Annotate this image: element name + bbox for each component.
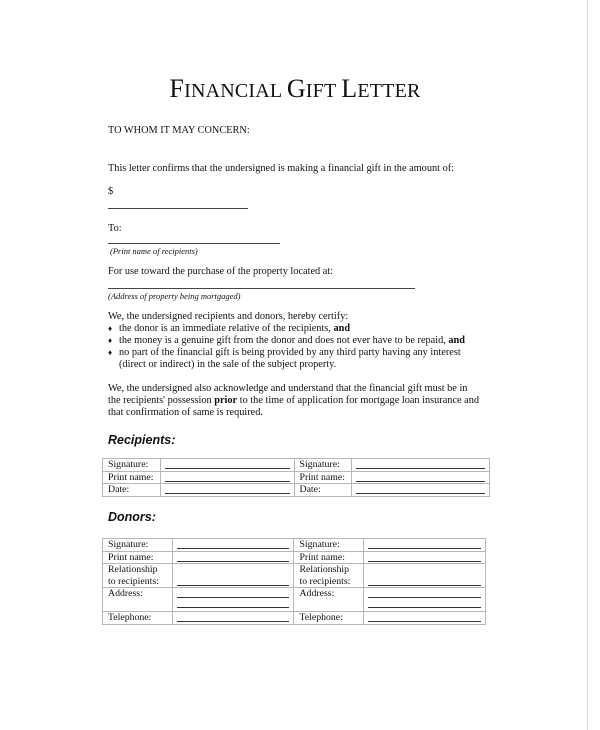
print-name-label: Print name: xyxy=(294,551,364,564)
recipient-2-signature-field[interactable] xyxy=(352,459,490,472)
certify-bullet-3: ♦ no part of the financial gift is being provided by any third party having any interest xyxy=(108,347,461,358)
donor-1-relationship-field[interactable] xyxy=(172,564,294,588)
table-row xyxy=(103,471,490,484)
signature-label: Signature: xyxy=(103,459,161,472)
property-intro: For use toward the purchase of the property located at: xyxy=(108,266,334,277)
intro-text: This letter confirms that the undersigned is making a financial gift in the amount of: xyxy=(108,163,455,174)
signature-label: Signature: xyxy=(294,459,352,472)
telephone-label: Telephone: xyxy=(294,612,364,625)
donor-1-address-field[interactable] xyxy=(172,588,294,612)
to-label: To: xyxy=(108,223,122,234)
signature-label: Signature: xyxy=(294,539,364,552)
recipients-table xyxy=(102,458,490,497)
amount-line[interactable] xyxy=(108,208,248,209)
recipient-1-name-field[interactable] xyxy=(160,471,294,484)
date-label: Date: xyxy=(294,484,352,497)
donor-2-name-field[interactable] xyxy=(364,551,486,564)
salutation: TO WHOM IT MAY CONCERN: xyxy=(108,125,250,136)
address-label: Address: xyxy=(103,588,173,612)
table-row xyxy=(103,564,486,588)
print-name-label: Print name: xyxy=(103,551,173,564)
donor-2-signature-field[interactable] xyxy=(364,539,486,552)
address-label: Address: xyxy=(294,588,364,612)
property-address-line[interactable] xyxy=(108,288,415,289)
donors-table xyxy=(102,538,486,625)
recipient-2-date-field[interactable] xyxy=(352,484,490,497)
certify-intro: We, the undersigned recipients and donors, hereby certify: xyxy=(108,311,349,322)
recipients-heading: Recipients: xyxy=(108,433,176,447)
relationship-label: Relationship to recipients: xyxy=(103,564,173,588)
donors-heading: Donors: xyxy=(108,510,156,524)
recipient-1-signature-field[interactable] xyxy=(160,459,294,472)
amount-symbol: $ xyxy=(108,186,114,197)
donor-1-telephone-field[interactable] xyxy=(172,612,294,625)
table-row xyxy=(103,612,486,625)
certify-bullet-3-cont: (direct or indirect) in the sale of the subject property. xyxy=(119,359,337,370)
recipients-name-line[interactable] xyxy=(108,243,280,244)
signature-label: Signature: xyxy=(103,539,173,552)
telephone-label: Telephone: xyxy=(103,612,173,625)
recipient-2-name-field[interactable] xyxy=(352,471,490,484)
ack-line-3: that confirmation of same is required. xyxy=(108,407,263,418)
donor-2-relationship-field[interactable] xyxy=(364,564,486,588)
diamond-bullet-icon: ♦ xyxy=(108,324,113,333)
table-row xyxy=(103,459,490,472)
page-title: FINANCIAL GIFT LETTER xyxy=(169,74,421,103)
donor-2-telephone-field[interactable] xyxy=(364,612,486,625)
print-name-label: Print name: xyxy=(103,471,161,484)
recipients-hint: (Print name of recipients) xyxy=(110,246,198,256)
date-label: Date: xyxy=(103,484,161,497)
recipient-1-date-field[interactable] xyxy=(160,484,294,497)
table-row xyxy=(103,539,486,552)
donor-1-name-field[interactable] xyxy=(172,551,294,564)
property-hint: (Address of property being mortgaged) xyxy=(108,291,241,301)
ack-line-1: We, the undersigned also acknowledge and understand that the financial gift must be in xyxy=(108,383,468,394)
print-name-label: Print name: xyxy=(294,471,352,484)
diamond-bullet-icon: ♦ xyxy=(108,348,113,357)
relationship-label: Relationship to recipients: xyxy=(294,564,364,588)
certify-bullet-1: ♦ the donor is an immediate relative of the recipients, and xyxy=(108,323,351,334)
table-row xyxy=(103,588,486,612)
ack-line-2: the recipients' possession prior to the time of application for mortgage loan insurance and xyxy=(108,395,480,406)
donor-2-address-field[interactable] xyxy=(364,588,486,612)
donor-1-signature-field[interactable] xyxy=(172,539,294,552)
table-row xyxy=(103,551,486,564)
table-row xyxy=(103,484,490,497)
diamond-bullet-icon: ♦ xyxy=(108,336,113,345)
certify-bullet-2: ♦ the money is a genuine gift from the donor and does not ever have to be repaid, and xyxy=(108,335,466,346)
